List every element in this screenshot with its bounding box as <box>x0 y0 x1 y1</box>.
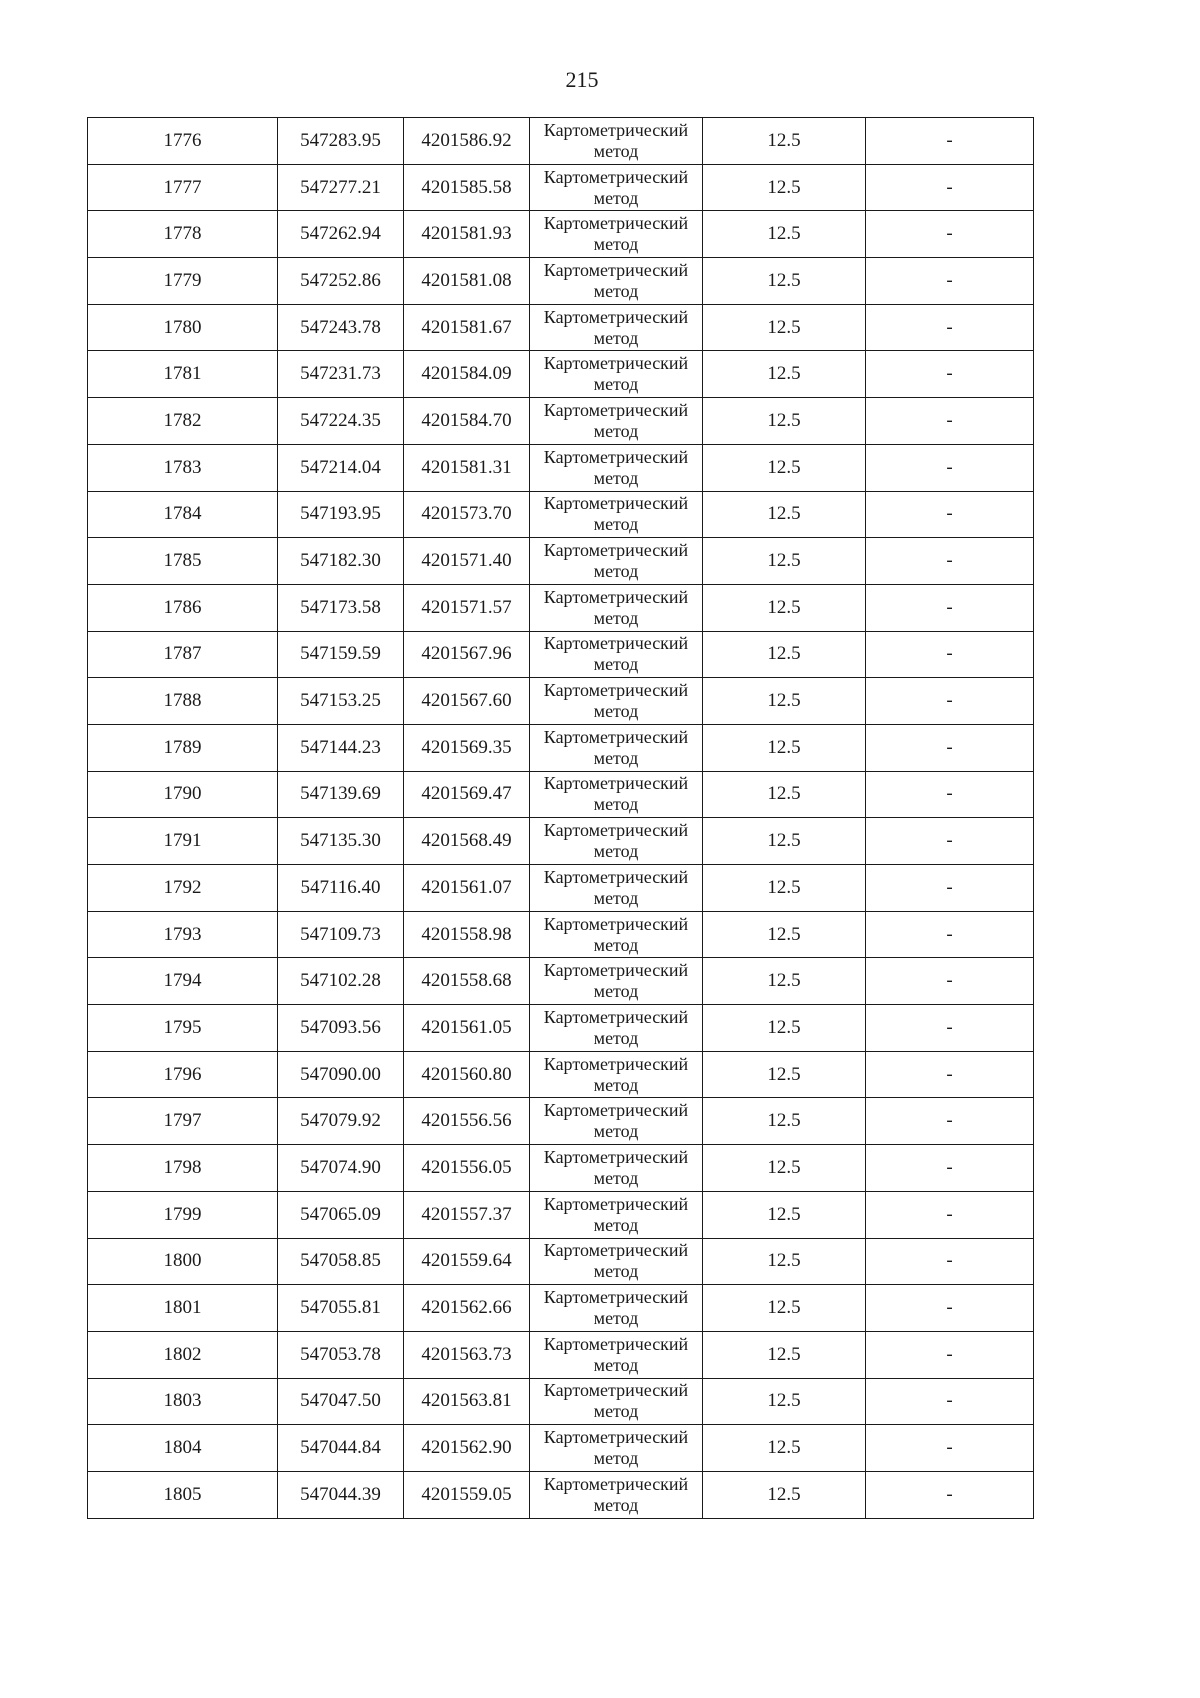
point-number-cell: 1790 <box>88 771 278 818</box>
accuracy-cell: 12.5 <box>703 865 866 912</box>
method-label-line: метод <box>593 280 639 301</box>
method-label-line: Картометрический <box>543 1006 689 1027</box>
note-cell: - <box>866 958 1034 1005</box>
note-cell: - <box>866 211 1034 258</box>
accuracy-cell: 12.5 <box>703 584 866 631</box>
table-row <box>88 724 1034 771</box>
y-coordinate-cell: 4201567.60 <box>404 678 530 725</box>
method-label-line: метод <box>593 327 639 348</box>
point-number-cell: 1782 <box>88 398 278 445</box>
table-row <box>88 865 1034 912</box>
note-cell: - <box>866 1331 1034 1378</box>
x-coordinate-cell: 547116.40 <box>278 865 404 912</box>
x-coordinate-cell: 547262.94 <box>278 211 404 258</box>
accuracy-cell: 12.5 <box>703 444 866 491</box>
y-coordinate-cell: 4201585.58 <box>404 164 530 211</box>
method-label-line: Картометрический <box>543 820 689 841</box>
method-label-line: Картометрический <box>543 353 689 374</box>
table-row <box>88 258 1034 305</box>
method-label-line: метод <box>593 1308 639 1329</box>
y-coordinate-cell: 4201561.07 <box>404 865 530 912</box>
note-cell: - <box>866 164 1034 211</box>
method-cell <box>530 118 703 165</box>
method-cell <box>530 1191 703 1238</box>
method-cell <box>530 1378 703 1425</box>
method-label-line: метод <box>593 1027 639 1048</box>
accuracy-cell: 12.5 <box>703 491 866 538</box>
accuracy-cell: 12.5 <box>703 538 866 585</box>
accuracy-cell: 12.5 <box>703 118 866 165</box>
point-number-cell: 1779 <box>88 258 278 305</box>
accuracy-cell: 12.5 <box>703 1145 866 1192</box>
table-row <box>88 631 1034 678</box>
x-coordinate-cell: 547055.81 <box>278 1285 404 1332</box>
note-cell: - <box>866 1238 1034 1285</box>
note-cell: - <box>866 1378 1034 1425</box>
method-cell <box>530 1051 703 1098</box>
note-cell: - <box>866 724 1034 771</box>
method-label-line: Картометрический <box>543 1100 689 1121</box>
x-coordinate-cell: 547173.58 <box>278 584 404 631</box>
y-coordinate-cell: 4201568.49 <box>404 818 530 865</box>
accuracy-cell: 12.5 <box>703 398 866 445</box>
point-number-cell: 1781 <box>88 351 278 398</box>
method-label-line: Картометрический <box>543 1473 689 1494</box>
method-label-line: метод <box>593 1167 639 1188</box>
point-number-cell: 1796 <box>88 1051 278 1098</box>
method-label-line: Картометрический <box>543 960 689 981</box>
method-label-line: Картометрический <box>543 119 689 140</box>
method-label-line: метод <box>593 654 639 675</box>
accuracy-cell: 12.5 <box>703 1425 866 1472</box>
method-label-line: Картометрический <box>543 399 689 420</box>
x-coordinate-cell: 547058.85 <box>278 1238 404 1285</box>
y-coordinate-cell: 4201571.57 <box>404 584 530 631</box>
method-cell <box>530 258 703 305</box>
point-number-cell: 1789 <box>88 724 278 771</box>
table-row <box>88 1005 1034 1052</box>
method-label-line: метод <box>593 140 639 161</box>
method-cell <box>530 351 703 398</box>
point-number-cell: 1799 <box>88 1191 278 1238</box>
table-row <box>88 1378 1034 1425</box>
method-label-line: Картометрический <box>543 493 689 514</box>
table-row <box>88 911 1034 958</box>
x-coordinate-cell: 547182.30 <box>278 538 404 585</box>
table-row <box>88 771 1034 818</box>
method-cell <box>530 304 703 351</box>
method-label-line: Картометрический <box>543 540 689 561</box>
y-coordinate-cell: 4201561.05 <box>404 1005 530 1052</box>
point-number-cell: 1801 <box>88 1285 278 1332</box>
point-number-cell: 1776 <box>88 118 278 165</box>
point-number-cell: 1805 <box>88 1471 278 1518</box>
table-row <box>88 538 1034 585</box>
x-coordinate-cell: 547053.78 <box>278 1331 404 1378</box>
method-cell <box>530 1425 703 1472</box>
y-coordinate-cell: 4201569.47 <box>404 771 530 818</box>
note-cell: - <box>866 631 1034 678</box>
point-number-cell: 1783 <box>88 444 278 491</box>
accuracy-cell: 12.5 <box>703 1005 866 1052</box>
x-coordinate-cell: 547109.73 <box>278 911 404 958</box>
method-cell <box>530 771 703 818</box>
x-coordinate-cell: 547231.73 <box>278 351 404 398</box>
note-cell: - <box>866 1285 1034 1332</box>
method-label-line: метод <box>593 467 639 488</box>
point-number-cell: 1797 <box>88 1098 278 1145</box>
x-coordinate-cell: 547224.35 <box>278 398 404 445</box>
coordinates-table <box>87 117 1034 1519</box>
method-cell <box>530 1145 703 1192</box>
method-label-line: метод <box>593 607 639 628</box>
accuracy-cell: 12.5 <box>703 678 866 725</box>
method-label-line: Картометрический <box>543 1146 689 1167</box>
method-label-line: Картометрический <box>543 1287 689 1308</box>
y-coordinate-cell: 4201586.92 <box>404 118 530 165</box>
y-coordinate-cell: 4201559.05 <box>404 1471 530 1518</box>
x-coordinate-cell: 547044.84 <box>278 1425 404 1472</box>
accuracy-cell: 12.5 <box>703 771 866 818</box>
point-number-cell: 1792 <box>88 865 278 912</box>
note-cell: - <box>866 818 1034 865</box>
x-coordinate-cell: 547102.28 <box>278 958 404 1005</box>
page-number: 215 <box>565 67 599 92</box>
y-coordinate-cell: 4201581.93 <box>404 211 530 258</box>
point-number-cell: 1787 <box>88 631 278 678</box>
accuracy-cell: 12.5 <box>703 911 866 958</box>
method-cell <box>530 164 703 211</box>
table-row <box>88 1145 1034 1192</box>
method-label-line: Картометрический <box>543 259 689 280</box>
method-cell <box>530 865 703 912</box>
point-number-cell: 1788 <box>88 678 278 725</box>
note-cell: - <box>866 398 1034 445</box>
x-coordinate-cell: 547153.25 <box>278 678 404 725</box>
accuracy-cell: 12.5 <box>703 1471 866 1518</box>
table-row <box>88 818 1034 865</box>
y-coordinate-cell: 4201557.37 <box>404 1191 530 1238</box>
method-label-line: метод <box>593 887 639 908</box>
point-number-cell: 1777 <box>88 164 278 211</box>
method-label-line: метод <box>593 934 639 955</box>
note-cell: - <box>866 1098 1034 1145</box>
method-label-line: Картометрический <box>543 586 689 607</box>
point-number-cell: 1785 <box>88 538 278 585</box>
method-cell <box>530 678 703 725</box>
point-number-cell: 1800 <box>88 1238 278 1285</box>
table-row <box>88 678 1034 725</box>
method-label-line: метод <box>593 1494 639 1515</box>
table-row <box>88 211 1034 258</box>
point-number-cell: 1795 <box>88 1005 278 1052</box>
note-cell: - <box>866 1145 1034 1192</box>
x-coordinate-cell: 547139.69 <box>278 771 404 818</box>
method-label-line: метод <box>593 747 639 768</box>
point-number-cell: 1780 <box>88 304 278 351</box>
method-label-line: метод <box>593 701 639 722</box>
method-cell <box>530 1471 703 1518</box>
note-cell: - <box>866 491 1034 538</box>
note-cell: - <box>866 118 1034 165</box>
point-number-cell: 1791 <box>88 818 278 865</box>
point-number-cell: 1802 <box>88 1331 278 1378</box>
table-row <box>88 1471 1034 1518</box>
method-cell <box>530 444 703 491</box>
note-cell: - <box>866 351 1034 398</box>
table-row <box>88 958 1034 1005</box>
method-label-line: Картометрический <box>543 1427 689 1448</box>
method-label-line: Картометрический <box>543 166 689 187</box>
table-row <box>88 444 1034 491</box>
method-cell <box>530 958 703 1005</box>
point-number-cell: 1793 <box>88 911 278 958</box>
method-label-line: Картометрический <box>543 633 689 654</box>
point-number-cell: 1778 <box>88 211 278 258</box>
point-number-cell: 1794 <box>88 958 278 1005</box>
note-cell: - <box>866 911 1034 958</box>
method-cell <box>530 631 703 678</box>
accuracy-cell: 12.5 <box>703 258 866 305</box>
method-label-line: метод <box>593 1354 639 1375</box>
y-coordinate-cell: 4201569.35 <box>404 724 530 771</box>
table-row <box>88 584 1034 631</box>
note-cell: - <box>866 1471 1034 1518</box>
method-label-line: Картометрический <box>543 306 689 327</box>
method-label-line: метод <box>593 1261 639 1282</box>
method-cell <box>530 724 703 771</box>
y-coordinate-cell: 4201567.96 <box>404 631 530 678</box>
method-label-line: Картометрический <box>543 1380 689 1401</box>
table-row <box>88 351 1034 398</box>
method-label-line: метод <box>593 234 639 255</box>
y-coordinate-cell: 4201560.80 <box>404 1051 530 1098</box>
accuracy-cell: 12.5 <box>703 724 866 771</box>
method-label-line: Картометрический <box>543 913 689 934</box>
y-coordinate-cell: 4201584.09 <box>404 351 530 398</box>
note-cell: - <box>866 678 1034 725</box>
note-cell: - <box>866 771 1034 818</box>
method-cell <box>530 491 703 538</box>
point-number-cell: 1803 <box>88 1378 278 1425</box>
method-label-line: Картометрический <box>543 446 689 467</box>
x-coordinate-cell: 547283.95 <box>278 118 404 165</box>
table-row <box>88 1238 1034 1285</box>
method-cell <box>530 1098 703 1145</box>
table-row <box>88 491 1034 538</box>
method-cell <box>530 1238 703 1285</box>
y-coordinate-cell: 4201558.68 <box>404 958 530 1005</box>
method-label-line: Картометрический <box>543 213 689 234</box>
table-row <box>88 398 1034 445</box>
method-label-line: метод <box>593 1214 639 1235</box>
y-coordinate-cell: 4201562.90 <box>404 1425 530 1472</box>
x-coordinate-cell: 547093.56 <box>278 1005 404 1052</box>
method-label-line: Картометрический <box>543 1240 689 1261</box>
method-label-line: Картометрический <box>543 1053 689 1074</box>
accuracy-cell: 12.5 <box>703 164 866 211</box>
note-cell: - <box>866 538 1034 585</box>
accuracy-cell: 12.5 <box>703 1051 866 1098</box>
accuracy-cell: 12.5 <box>703 818 866 865</box>
method-label-line: метод <box>593 420 639 441</box>
table-row <box>88 304 1034 351</box>
x-coordinate-cell: 547135.30 <box>278 818 404 865</box>
method-label-line: Картометрический <box>543 1333 689 1354</box>
method-cell <box>530 1285 703 1332</box>
method-label-line: Картометрический <box>543 680 689 701</box>
method-cell <box>530 818 703 865</box>
method-label-line: метод <box>593 981 639 1002</box>
x-coordinate-cell: 547277.21 <box>278 164 404 211</box>
point-number-cell: 1784 <box>88 491 278 538</box>
x-coordinate-cell: 547144.23 <box>278 724 404 771</box>
table-row <box>88 1051 1034 1098</box>
table-row <box>88 1425 1034 1472</box>
accuracy-cell: 12.5 <box>703 351 866 398</box>
table-row <box>88 164 1034 211</box>
method-label-line: метод <box>593 561 639 582</box>
accuracy-cell: 12.5 <box>703 631 866 678</box>
method-cell <box>530 1005 703 1052</box>
accuracy-cell: 12.5 <box>703 304 866 351</box>
table-row <box>88 1331 1034 1378</box>
method-label-line: метод <box>593 841 639 862</box>
method-label-line: метод <box>593 187 639 208</box>
x-coordinate-cell: 547193.95 <box>278 491 404 538</box>
x-coordinate-cell: 547065.09 <box>278 1191 404 1238</box>
y-coordinate-cell: 4201563.73 <box>404 1331 530 1378</box>
y-coordinate-cell: 4201558.98 <box>404 911 530 958</box>
y-coordinate-cell: 4201562.66 <box>404 1285 530 1332</box>
x-coordinate-cell: 547074.90 <box>278 1145 404 1192</box>
note-cell: - <box>866 304 1034 351</box>
x-coordinate-cell: 547047.50 <box>278 1378 404 1425</box>
point-number-cell: 1786 <box>88 584 278 631</box>
method-label-line: Картометрический <box>543 726 689 747</box>
method-label-line: метод <box>593 514 639 535</box>
y-coordinate-cell: 4201556.56 <box>404 1098 530 1145</box>
note-cell: - <box>866 1005 1034 1052</box>
coordinates-table-body <box>88 118 1034 1519</box>
accuracy-cell: 12.5 <box>703 1331 866 1378</box>
accuracy-cell: 12.5 <box>703 958 866 1005</box>
y-coordinate-cell: 4201581.08 <box>404 258 530 305</box>
note-cell: - <box>866 1191 1034 1238</box>
method-cell <box>530 398 703 445</box>
y-coordinate-cell: 4201556.05 <box>404 1145 530 1192</box>
accuracy-cell: 12.5 <box>703 1378 866 1425</box>
y-coordinate-cell: 4201571.40 <box>404 538 530 585</box>
method-cell <box>530 1331 703 1378</box>
x-coordinate-cell: 547243.78 <box>278 304 404 351</box>
note-cell: - <box>866 1051 1034 1098</box>
accuracy-cell: 12.5 <box>703 1098 866 1145</box>
x-coordinate-cell: 547252.86 <box>278 258 404 305</box>
note-cell: - <box>866 444 1034 491</box>
y-coordinate-cell: 4201581.31 <box>404 444 530 491</box>
y-coordinate-cell: 4201584.70 <box>404 398 530 445</box>
x-coordinate-cell: 547079.92 <box>278 1098 404 1145</box>
table-row <box>88 1191 1034 1238</box>
x-coordinate-cell: 547214.04 <box>278 444 404 491</box>
accuracy-cell: 12.5 <box>703 211 866 258</box>
table-row <box>88 1285 1034 1332</box>
method-cell <box>530 211 703 258</box>
note-cell: - <box>866 258 1034 305</box>
y-coordinate-cell: 4201573.70 <box>404 491 530 538</box>
method-label-line: Картометрический <box>543 866 689 887</box>
method-label-line: Картометрический <box>543 773 689 794</box>
y-coordinate-cell: 4201563.81 <box>404 1378 530 1425</box>
y-coordinate-cell: 4201559.64 <box>404 1238 530 1285</box>
method-label-line: метод <box>593 374 639 395</box>
accuracy-cell: 12.5 <box>703 1191 866 1238</box>
method-cell <box>530 538 703 585</box>
note-cell: - <box>866 1425 1034 1472</box>
method-cell <box>530 911 703 958</box>
note-cell: - <box>866 584 1034 631</box>
table-row <box>88 1098 1034 1145</box>
method-label-line: метод <box>593 1448 639 1469</box>
method-label-line: метод <box>593 1401 639 1422</box>
y-coordinate-cell: 4201581.67 <box>404 304 530 351</box>
x-coordinate-cell: 547159.59 <box>278 631 404 678</box>
point-number-cell: 1804 <box>88 1425 278 1472</box>
accuracy-cell: 12.5 <box>703 1285 866 1332</box>
note-cell: - <box>866 865 1034 912</box>
table-row <box>88 118 1034 165</box>
x-coordinate-cell: 547090.00 <box>278 1051 404 1098</box>
method-cell <box>530 584 703 631</box>
method-label-line: метод <box>593 1121 639 1142</box>
point-number-cell: 1798 <box>88 1145 278 1192</box>
method-label-line: метод <box>593 794 639 815</box>
x-coordinate-cell: 547044.39 <box>278 1471 404 1518</box>
accuracy-cell: 12.5 <box>703 1238 866 1285</box>
method-label-line: метод <box>593 1074 639 1095</box>
method-label-line: Картометрический <box>543 1193 689 1214</box>
